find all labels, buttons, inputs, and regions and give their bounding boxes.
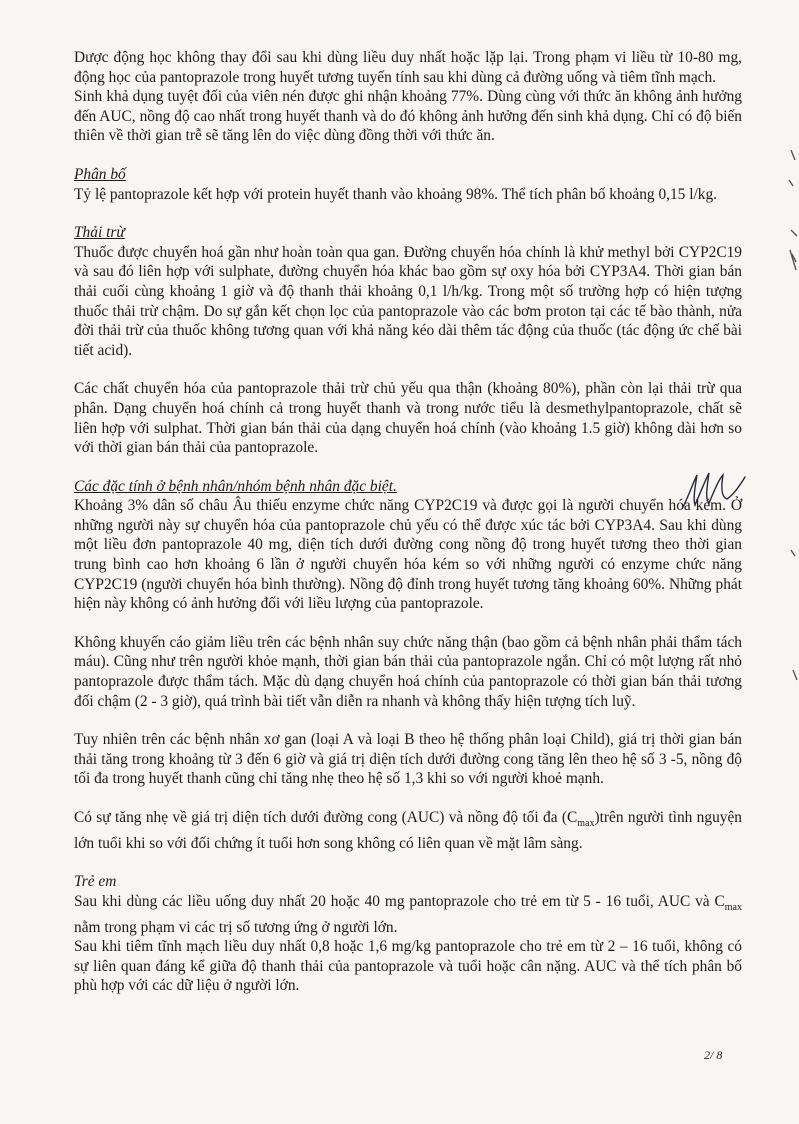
paragraph-distribution: Tỷ lệ pantoprazole kết hợp với protein huyết thanh vào khoảng 98%. Thể tích phân bố khoảng 0,15 l/kg. [74,185,718,203]
paragraph-children-iv: Sau khi tiêm tĩnh mạch liều duy nhất 0,8 hoặc 1,6 mg/kg pantoprazole cho trẻ em từ 2 – 16 tuổi, không có sự liên quan đáng kể giữa độ thanh thải của pantoprazole và tuổi hoặc cân nặng. AUC và thể tích phân bố phù hợp với các dữ liệu ở người lớn. [74,938,742,995]
text-children-oral-a: Sau khi dùng các liều uống duy nhất 20 hoặc 40 mg pantoprazole cho trẻ em từ 5 - 16 tuổi, AUC và C [74,892,725,910]
heading-special-populations: Các đặc tính ở bệnh nhân/nhóm bệnh nhân đặc biệt. [74,477,397,495]
paragraph-pharmacokinetics-linearity: Dược động học không thay đổi sau khi dùng liều duy nhất hoặc lặp lại. Trong phạm vi liều từ 10-80 mg, động học của pantoprazole trong huyết tương tuyến tính sau khi dùng cả đường uống và tiêm tĩnh mạch. [74,49,742,86]
paragraph-bioavailability: Sinh khả dụng tuyệt đối của viên nén được ghi nhận khoảng 77%. Dùng cùng với thức ăn không ảnh hưởng đến AUC, nồng độ cao nhất trong huyết thanh và do đó không ảnh hưởng đến sinh khả dụng. Chỉ có độ biến thiên về thời gian trễ sẽ tăng lên do việc dùng đồng thời với thức ăn. [74,88,742,145]
paragraph-renal-impairment: Không khuyến cáo giảm liều trên các bệnh nhân suy chức năng thận (bao gồm cả bệnh nhân phải thẩm tách máu). Cũng như trên người khỏe mạnh, thời gian bán thải của pantoprazole ngắn. Chỉ có một lượng rất nhỏ pantoprazole được thẩm tách. Mặc dù dạng chuyển hoá chính của pantoprazole có thời gian bán thải tương đối chậm (2 - 3 giờ), quá trình bài tiết vẫn diễn ra nhanh và không thấy hiện tượng tích luỹ. [74,633,742,710]
subscript-max-children: max [724,901,742,913]
document-body [74,48,742,996]
scan-margin-marks [779,150,799,700]
text-elderly-a: Có sự tăng nhẹ về giá trị diện tích dưới đường cong (AUC) và nồng độ tối đa (C [74,809,578,826]
heading-elimination: Thải trừ [74,224,125,242]
paragraph-metabolites-excretion: Các chất chuyển hóa của pantoprazole thải trừ chủ yếu qua thận (khoảng 80%), phần còn lại thải trừ qua phân. Dạng chuyển hoá chính cả trong huyết thanh và trong nước tiểu là desmethylpantoprazole, chất sẽ liên hợp với sulphat. Thời gian bán thải của dạng chuyển hoá chính (vào khoảng 1.5 giờ) không dài hơn so với thời gian bán thải của pantoprazole. [74,380,742,457]
paragraph-children-oral [74,892,742,937]
subscript-max: max [577,818,595,830]
handwritten-signature-icon [675,465,755,515]
text-children-oral-b: nằm trong phạm vi các trị số tương ứng ở người lớn. [74,918,398,936]
text-elderly-b: )trên người tình nguyện lớn tuổi khi so với đối chứng ít tuổi hơn song không có liên quan về mặt lâm sàng. [74,809,742,852]
heading-distribution: Phân bố [74,165,126,183]
page-number: 2/ 8 [704,1048,723,1062]
heading-children: Trẻ em [74,873,117,891]
paragraph-elderly [74,808,742,853]
paragraph-poor-metabolizers: Khoảng 3% dân số châu Âu thiếu enzyme chức năng CYP2C19 và được gọi là người chuyển hóa kém. Ở những người này sự chuyển hóa của pantoprazole chủ yếu có thể được xúc tác bởi CYP3A4. Sau khi dùng một liều đơn pantoprazole 40 mg, diện tích dưới đường cong nồng độ trong huyết tương theo thời gian trung bình cao hơn khoảng 6 lần ở người chuyển hóa kém so với những người có enzyme chức năng CYP2C19 (người chuyển hóa bình thường). Nồng độ đỉnh trong huyết tương tăng khoảng 60%. Những phát hiện này không có ảnh hưởng đối với liều lượng của pantoprazole. [74,497,742,613]
paragraph-metabolism: Thuốc được chuyển hoá gần như hoàn toàn qua gan. Đường chuyển hóa chính là khử methyl bởi CYP2C19 và sau đó liên hợp với sulphate, đường chuyển hóa khác bao gồm sự oxy hóa bởi CYP3A4. Thời gian bán thải cuối cùng khoảng 1 giờ và độ thanh thải khoảng 0,1 l/h/kg. Trong một số trường hợp có hiện tượng thuốc thải trừ chậm. Do sự gắn kết chọn lọc của pantoprazole vào các bơm proton tại các tế bào thành, nửa đời thải trừ của thuốc không tương quan với khả năng kéo dài thêm tác động của thuốc (tác động ức chế bài tiết acid). [74,243,742,359]
paragraph-liver-cirrhosis: Tuy nhiên trên các bệnh nhân xơ gan (loại A và loại B theo hệ thống phân loại Child), giá trị thời gian bán thải tăng trong khoảng từ 3 đến 6 giờ và giá trị diện tích dưới đường cong tăng lên theo hệ số 3 -5, nồng độ tối đa trong huyết thanh cũng chỉ tăng nhẹ theo hệ số 1,3 khi so với người khoẻ mạnh. [74,731,742,788]
